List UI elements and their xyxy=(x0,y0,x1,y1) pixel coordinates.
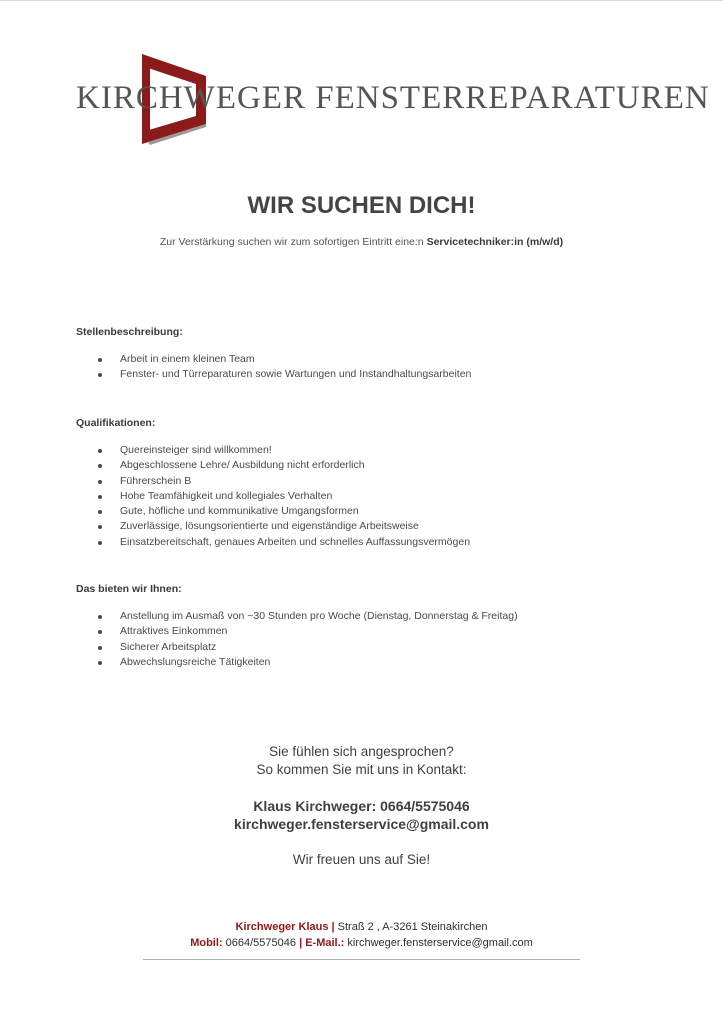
list-item: Hohe Teamfähigkeit und kollegiales Verhalten xyxy=(76,489,676,504)
list-item: Zuverlässige, lösungsorientierte und eigenständige Arbeitsweise xyxy=(76,519,676,534)
section-benefits xyxy=(76,583,676,670)
page-headline: WIR SUCHEN DICH! xyxy=(247,192,476,219)
footer-mobile-label: Mobil: xyxy=(190,937,223,949)
section-title: Stellenbeschreibung: xyxy=(76,326,183,338)
section-qualifications xyxy=(76,417,676,550)
contact-invitation: So kommen Sie mit uns in Kontakt: xyxy=(256,762,467,777)
footer-line-2 xyxy=(0,935,723,951)
footer-address: Straß 2 , A-3261 Steinakirchen xyxy=(337,921,488,933)
footer-email-label: E-Mail.: xyxy=(305,937,345,949)
logo-text: KIRCHWEGER FENSTERREPARATUREN xyxy=(76,80,710,116)
contact-block xyxy=(0,743,723,869)
contact-name-phone[interactable]: Klaus Kirchweger: 0664/5575046 xyxy=(253,798,470,814)
bullet-list xyxy=(76,352,676,383)
company-logo xyxy=(76,52,710,147)
footer-separator: | xyxy=(331,921,335,933)
list-item: Quereinsteiger sind willkommen! xyxy=(76,443,676,458)
intro-position: Servicetechniker:in (m/w/d) xyxy=(426,236,564,248)
bullet-list xyxy=(76,609,676,670)
bullet-list xyxy=(76,443,676,550)
list-item: Abwechslungsreiche Tätigkeiten xyxy=(76,655,676,670)
contact-question: Sie fühlen sich angesprochen? xyxy=(269,744,454,759)
section-title: Das bieten wir Ihnen: xyxy=(76,583,182,595)
list-item: Führerschein B xyxy=(76,474,676,489)
list-item: Einsatzbereitschaft, genaues Arbeiten und schnelles Auffassungsvermögen xyxy=(76,535,676,550)
list-item: Attraktives Einkommen xyxy=(76,624,676,639)
intro-text xyxy=(0,236,723,248)
footer-email[interactable]: kirchweger.fensterservice@gmail.com xyxy=(347,937,533,949)
list-item: Arbeit in einem kleinen Team xyxy=(76,352,676,367)
footer-divider xyxy=(143,959,580,960)
list-item: Anstellung im Ausmaß von ~30 Stunden pro Woche (Dienstag, Donnerstag & Freitag) xyxy=(76,609,676,624)
top-border xyxy=(0,0,723,1)
footer-mobile[interactable]: 0664/5575046 xyxy=(225,937,296,949)
footer-line-1 xyxy=(0,919,723,935)
list-item: Sicherer Arbeitsplatz xyxy=(76,640,676,655)
contact-email[interactable]: kirchweger.fensterservice@gmail.com xyxy=(234,816,489,832)
section-job-description xyxy=(76,326,676,383)
footer-name: Kirchweger Klaus xyxy=(235,921,329,933)
section-title: Qualifikationen: xyxy=(76,417,156,429)
footer xyxy=(0,919,723,951)
list-item: Fenster- und Türreparaturen sowie Wartungen und Instandhaltungsarbeiten xyxy=(76,367,676,382)
intro-sentence: Zur Verstärkung suchen wir zum sofortigen Eintritt eine:n xyxy=(159,236,424,248)
footer-separator: | xyxy=(299,937,303,949)
closing-text: Wir freuen uns auf Sie! xyxy=(292,852,431,867)
list-item: Gute, höfliche und kommunikative Umgangsformen xyxy=(76,504,676,519)
list-item: Abgeschlossene Lehre/ Ausbildung nicht erforderlich xyxy=(76,458,676,473)
